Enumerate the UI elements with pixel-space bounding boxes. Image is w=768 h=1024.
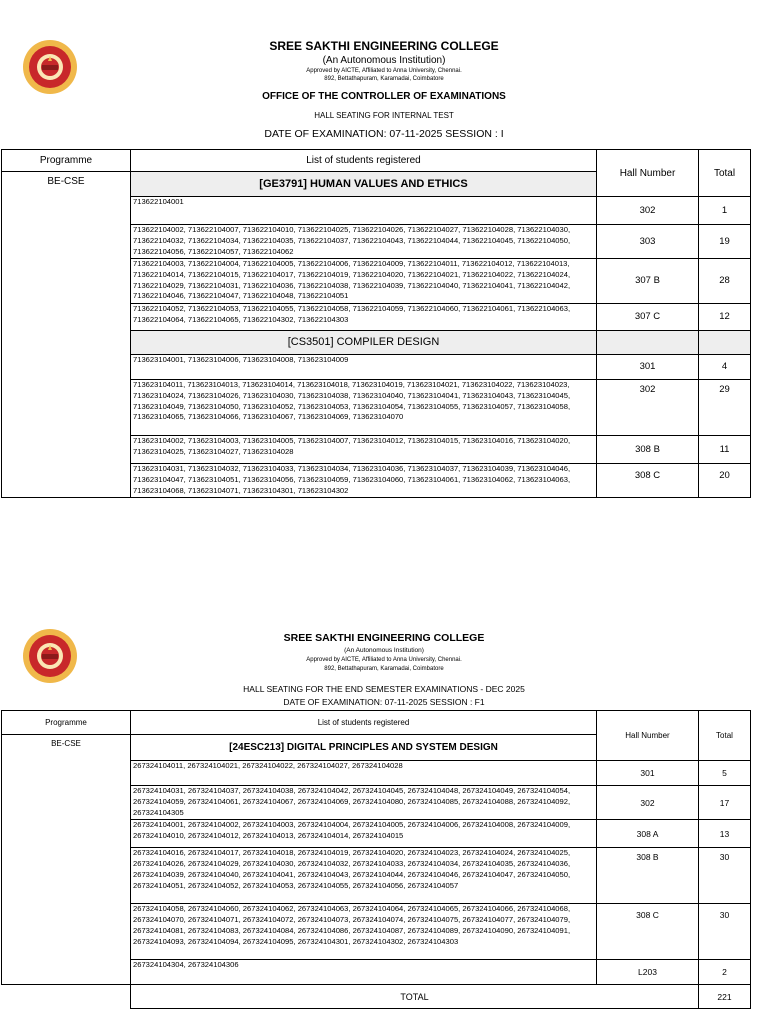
hall-number: 302 <box>597 379 699 435</box>
total-row <box>2 985 751 1009</box>
student-count: 20 <box>699 463 751 497</box>
header-total: Total <box>699 150 751 197</box>
institution-type: (An Autonomous Institution) <box>344 647 424 654</box>
exam-title: HALL SEATING FOR THE END SEMESTER EXAMINATIONS - DEC 2025 <box>243 684 525 694</box>
course-title: [GE3791] HUMAN VALUES AND ETHICS <box>131 172 597 197</box>
hall-number: 308 B <box>597 435 699 463</box>
student-count: 1 <box>699 197 751 225</box>
student-list: 267324104011, 267324104021, 267324104022, 267324104027, 267324104028 <box>131 761 597 786</box>
student-count: 4 <box>699 354 751 379</box>
header-total: Total <box>699 711 751 761</box>
office-title: OFFICE OF THE CONTROLLER OF EXAMINATIONS <box>262 91 506 102</box>
approval-line: Approved by AICTE, Affiliated to Anna University, Chennai. <box>306 68 462 74</box>
student-list: 267324104016, 267324104017, 267324104018, 267324104019, 267324104020, 267324104023, 267324104024, 267324104025, 267324104026, 267324104029, 267324104030, 267324104032, 267324104033, 267324104034, 267324104035, 267324104036, 267324104039, 267324104040, 267324104041, 267324104043, 267324104044, 267324104046, 267324104047, 267324104050, 267324104051, 267324104052, 267324104053, 267324104055, 267324104056, 267324104057 <box>131 848 597 904</box>
college-name: SREE SAKTHI ENGINEERING COLLEGE <box>283 632 485 644</box>
student-count: 30 <box>699 848 751 904</box>
student-list: 713623104031, 713623104032, 713623104033, 713623104034, 713623104036, 713623104037, 713623104039, 713623104046, 713623104047, 713623104051, 713623104056, 713623104059, 713623104060, 713623104061, 713623104062, 713623104063, 713623104068, 713623104071, 713623104301, 713623104302 <box>131 463 597 497</box>
hall-number: L203 <box>597 960 699 985</box>
hall-number: 301 <box>597 354 699 379</box>
hall-number: 308 A <box>597 820 699 848</box>
student-list: 713622104002, 713622104007, 713622104010, 713622104025, 713622104026, 713622104027, 713622104028, 713622104030, 713622104032, 713622104034, 713622104035, 713622104037, 713622104043, 713622104044, 713622104045, 713622104050, 713622104056, 713622104057, 713622104062 <box>131 225 597 259</box>
exam-date: DATE OF EXAMINATION: 07-11-2025 SESSION : F1 <box>283 697 485 707</box>
exam-date: DATE OF EXAMINATION: 07-11-2025 SESSION : I <box>264 128 504 140</box>
student-count: 13 <box>699 820 751 848</box>
programme-cell: BE-CSE <box>2 735 131 985</box>
grand-total: 221 <box>699 985 751 1009</box>
seating-table <box>1 149 751 498</box>
student-list: 267324104001, 267324104002, 267324104003, 267324104004, 267324104005, 267324104006, 267324104008, 267324104009, 267324104010, 267324104012, 267324104013, 267324104014, 267324104015 <box>131 820 597 848</box>
student-count: 11 <box>699 435 751 463</box>
student-count: 30 <box>699 904 751 960</box>
course-title: [CS3501] COMPILER DESIGN <box>131 330 597 354</box>
student-count: 19 <box>699 225 751 259</box>
student-list: 713623104011, 713623104013, 713623104014, 713623104018, 713623104019, 713623104021, 713623104022, 713623104023, 713623104024, 713623104026, 713623104030, 713623104038, 713623104040, 713623104041, 713623104043, 713623104045, 713623104049, 713623104050, 713623104052, 713623104053, 713623104054, 713623104055, 713623104057, 713623104058, 713623104065, 713623104066, 713623104067, 713623104069, 713623104070 <box>131 379 597 435</box>
student-count: 29 <box>699 379 751 435</box>
student-list: 713623104001, 713623104006, 713623104008, 713623104009 <box>131 354 597 379</box>
student-list: 267324104031, 267324104037, 267324104038, 267324104042, 267324104045, 267324104048, 267324104049, 267324104054, 267324104059, 267324104061, 267324104067, 267324104069, 267324104080, 267324104085, 267324104088, 267324104092, 267324104305 <box>131 786 597 820</box>
hall-number: 307 C <box>597 303 699 330</box>
hall-number: 303 <box>597 225 699 259</box>
student-list: 713622104052, 713622104053, 713622104055, 713622104058, 713622104059, 713622104060, 713622104061, 713622104063, 713622104064, 713622104065, 713622104302, 713622104303 <box>131 303 597 330</box>
student-count: 28 <box>699 258 751 303</box>
student-list: 267324104304, 267324104306 <box>131 960 597 985</box>
programme-cell: BE-CSE <box>2 172 131 498</box>
hall-number: 307 B <box>597 258 699 303</box>
approval-line: Approved by AICTE, Affiliated to Anna University, Chennai. <box>306 657 462 663</box>
course-title: [24ESC213] DIGITAL PRINCIPLES AND SYSTEM DESIGN <box>131 735 597 761</box>
exam-title: HALL SEATING FOR INTERNAL TEST <box>314 111 454 120</box>
address-line: 892, Bettathapuram, Karamadai, Coimbatore <box>324 666 444 672</box>
student-list: 713622104003, 713622104004, 713622104005, 713622104006, 713622104009, 713622104011, 713622104012, 713622104013, 713622104014, 713622104015, 713622104017, 713622104019, 713622104020, 713622104021, 713622104022, 713622104024, 713622104029, 713622104031, 713622104036, 713622104038, 713622104039, 713622104040, 713622104041, 713622104042, 713622104046, 713622104047, 713622104048, 713622104051 <box>131 258 597 303</box>
header-student-list: List of students registered <box>131 711 597 735</box>
total-label: TOTAL <box>131 985 699 1009</box>
hall-number: 301 <box>597 761 699 786</box>
header-programme: Programme <box>2 150 131 172</box>
hall-number: 302 <box>597 786 699 820</box>
hall-number: 308 C <box>597 463 699 497</box>
student-count: 12 <box>699 303 751 330</box>
student-list: 713623104002, 713623104003, 713623104005, 713623104007, 713623104012, 713623104015, 713623104016, 713623104020, 713623104025, 713623104027, 713623104028 <box>131 435 597 463</box>
student-count: 2 <box>699 960 751 985</box>
student-list: 713622104001 <box>131 197 597 225</box>
header-hall-number: Hall Number <box>597 711 699 761</box>
header-student-list: List of students registered <box>131 150 597 172</box>
header-programme: Programme <box>2 711 131 735</box>
seating-table <box>1 710 751 1009</box>
hall-number: 308 C <box>597 904 699 960</box>
student-list: 267324104058, 267324104060, 267324104062, 267324104063, 267324104064, 267324104065, 267324104066, 267324104068, 267324104070, 267324104071, 267324104072, 267324104073, 267324104074, 267324104075, 267324104077, 267324104079, 267324104081, 267324104083, 267324104084, 267324104086, 267324104087, 267324104089, 267324104090, 267324104091, 267324104093, 267324104094, 267324104095, 267324104301, 267324104302, 267324104303 <box>131 904 597 960</box>
header-hall-number: Hall Number <box>597 150 699 197</box>
hall-number: 308 B <box>597 848 699 904</box>
student-count: 5 <box>699 761 751 786</box>
institution-type: (An Autonomous Institution) <box>322 55 446 66</box>
college-name: SREE SAKTHI ENGINEERING COLLEGE <box>269 39 499 53</box>
student-count: 17 <box>699 786 751 820</box>
address-line: 892, Bettathapuram, Karamadai, Coimbatore <box>324 76 444 82</box>
hall-number: 302 <box>597 197 699 225</box>
